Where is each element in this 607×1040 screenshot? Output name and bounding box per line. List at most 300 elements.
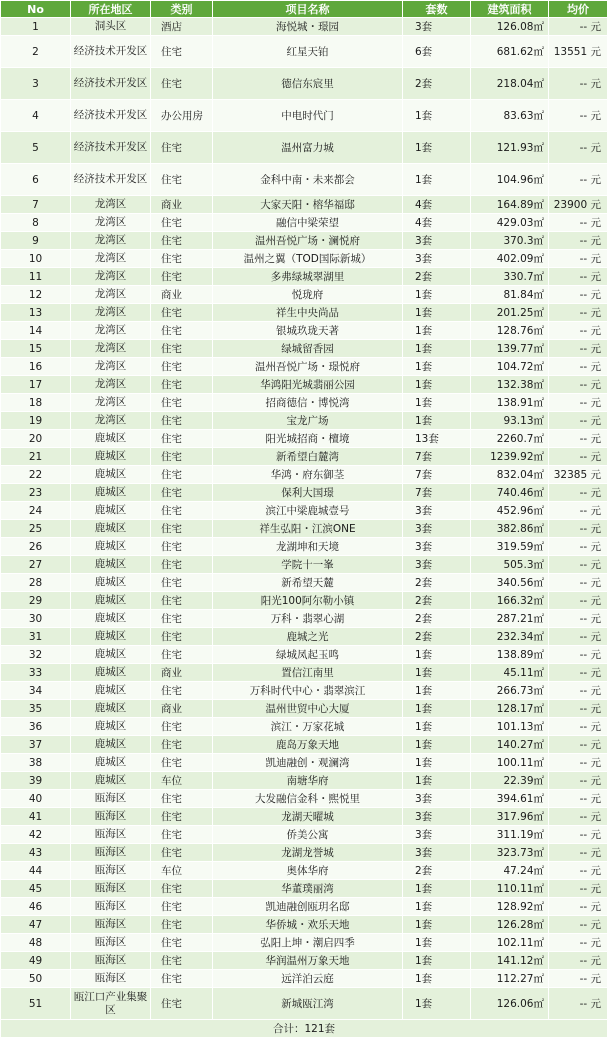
area-cell: 141.12㎡ — [471, 952, 549, 970]
price-cell: -- 元 — [549, 430, 607, 448]
project-name-cell: 滨江・万家花城 — [213, 718, 403, 736]
price-cell: -- 元 — [549, 916, 607, 934]
price-cell: -- 元 — [549, 700, 607, 718]
sets-cell: 3套 — [403, 826, 471, 844]
row-number: 39 — [1, 772, 71, 790]
project-name-cell: 招商德信・博悦湾 — [213, 394, 403, 412]
row-number: 51 — [1, 988, 71, 1020]
district-cell: 龙湾区 — [71, 304, 151, 322]
sets-cell: 2套 — [403, 610, 471, 628]
sets-cell: 2套 — [403, 862, 471, 880]
area-cell: 128.76㎡ — [471, 322, 549, 340]
row-number: 46 — [1, 898, 71, 916]
type-cell: 住宅 — [151, 250, 213, 268]
price-cell: -- 元 — [549, 952, 607, 970]
project-name-cell: 龙湖坤和天境 — [213, 538, 403, 556]
project-name-cell: 弘阳上坤・潮启四季 — [213, 934, 403, 952]
district-cell: 瓯海区 — [71, 826, 151, 844]
price-cell: -- 元 — [549, 754, 607, 772]
price-cell: -- 元 — [549, 520, 607, 538]
type-cell: 住宅 — [151, 916, 213, 934]
area-cell: 128.17㎡ — [471, 700, 549, 718]
row-number: 5 — [1, 132, 71, 164]
project-name-cell: 温州之翼（TOD国际新城） — [213, 250, 403, 268]
area-cell: 1239.92㎡ — [471, 448, 549, 466]
district-cell: 鹿城区 — [71, 682, 151, 700]
price-cell: -- 元 — [549, 574, 607, 592]
sets-cell: 3套 — [403, 250, 471, 268]
price-cell: -- 元 — [549, 628, 607, 646]
project-name-cell: 万科时代中心・翡翠滨江 — [213, 682, 403, 700]
project-name-cell: 绿城凤起玉鸣 — [213, 646, 403, 664]
price-cell: -- 元 — [549, 268, 607, 286]
table-row — [1, 736, 607, 754]
sets-cell: 1套 — [403, 880, 471, 898]
header-sets[interactable]: 套数 — [403, 1, 471, 18]
table-row — [1, 520, 607, 538]
type-cell: 住宅 — [151, 754, 213, 772]
project-name-cell: 华鸿阳光城翡丽公园 — [213, 376, 403, 394]
header-project-name[interactable]: 项目名称 — [213, 1, 403, 18]
district-cell: 龙湾区 — [71, 250, 151, 268]
price-cell: -- 元 — [549, 592, 607, 610]
area-cell: 218.04㎡ — [471, 68, 549, 100]
type-cell: 住宅 — [151, 232, 213, 250]
row-number: 42 — [1, 826, 71, 844]
row-number: 16 — [1, 358, 71, 376]
price-cell: 23900 元 — [549, 196, 607, 214]
type-cell: 住宅 — [151, 412, 213, 430]
price-cell: -- 元 — [549, 646, 607, 664]
row-number: 41 — [1, 808, 71, 826]
district-cell: 鹿城区 — [71, 772, 151, 790]
sets-cell: 7套 — [403, 484, 471, 502]
type-cell: 住宅 — [151, 556, 213, 574]
type-cell: 住宅 — [151, 826, 213, 844]
table-row — [1, 232, 607, 250]
type-cell: 住宅 — [151, 808, 213, 826]
area-cell: 382.86㎡ — [471, 520, 549, 538]
table-body — [1, 18, 607, 1020]
table-row — [1, 556, 607, 574]
area-cell: 394.61㎡ — [471, 790, 549, 808]
sets-cell: 3套 — [403, 790, 471, 808]
row-number: 28 — [1, 574, 71, 592]
area-cell: 128.92㎡ — [471, 898, 549, 916]
type-cell: 车位 — [151, 772, 213, 790]
district-cell: 鹿城区 — [71, 538, 151, 556]
row-number: 18 — [1, 394, 71, 412]
table-row — [1, 772, 607, 790]
district-cell: 鹿城区 — [71, 718, 151, 736]
district-cell: 龙湾区 — [71, 196, 151, 214]
area-cell: 287.21㎡ — [471, 610, 549, 628]
project-name-cell: 凯迪融创・观澜湾 — [213, 754, 403, 772]
price-cell: -- 元 — [549, 988, 607, 1020]
row-number: 27 — [1, 556, 71, 574]
type-cell: 住宅 — [151, 376, 213, 394]
sets-cell: 4套 — [403, 196, 471, 214]
district-cell: 经济技术开发区 — [71, 36, 151, 68]
district-cell: 经济技术开发区 — [71, 100, 151, 132]
row-number: 22 — [1, 466, 71, 484]
row-number: 21 — [1, 448, 71, 466]
type-cell: 商业 — [151, 286, 213, 304]
area-cell: 164.89㎡ — [471, 196, 549, 214]
area-cell: 452.96㎡ — [471, 502, 549, 520]
price-cell: -- 元 — [549, 790, 607, 808]
district-cell: 经济技术开发区 — [71, 68, 151, 100]
table-row — [1, 466, 607, 484]
project-name-cell: 学院十一峯 — [213, 556, 403, 574]
area-cell: 121.93㎡ — [471, 132, 549, 164]
project-name-cell: 银城玖珑天著 — [213, 322, 403, 340]
project-name-cell: 鹿岛万象天地 — [213, 736, 403, 754]
sets-cell: 1套 — [403, 664, 471, 682]
table-row — [1, 394, 607, 412]
table-row — [1, 790, 607, 808]
area-cell: 266.73㎡ — [471, 682, 549, 700]
type-cell: 住宅 — [151, 574, 213, 592]
district-cell: 龙湾区 — [71, 358, 151, 376]
price-cell: -- 元 — [549, 448, 607, 466]
area-cell: 740.46㎡ — [471, 484, 549, 502]
table-row — [1, 808, 607, 826]
price-cell: -- 元 — [549, 682, 607, 700]
type-cell: 住宅 — [151, 340, 213, 358]
district-cell: 鹿城区 — [71, 574, 151, 592]
price-cell: -- 元 — [549, 286, 607, 304]
type-cell: 住宅 — [151, 520, 213, 538]
table-row — [1, 664, 607, 682]
type-cell: 酒店 — [151, 18, 213, 36]
area-cell: 319.59㎡ — [471, 538, 549, 556]
table-row — [1, 286, 607, 304]
table-row — [1, 376, 607, 394]
project-name-cell: 德信东宸里 — [213, 68, 403, 100]
type-cell: 住宅 — [151, 214, 213, 232]
row-number: 44 — [1, 862, 71, 880]
row-number: 24 — [1, 502, 71, 520]
area-cell: 370.3㎡ — [471, 232, 549, 250]
sets-cell: 1套 — [403, 988, 471, 1020]
area-cell: 138.89㎡ — [471, 646, 549, 664]
type-cell: 住宅 — [151, 394, 213, 412]
district-cell: 鹿城区 — [71, 736, 151, 754]
project-name-cell: 凯迪融创瓯玥名邸 — [213, 898, 403, 916]
price-cell: -- 元 — [549, 322, 607, 340]
type-cell: 住宅 — [151, 952, 213, 970]
area-cell: 102.11㎡ — [471, 934, 549, 952]
row-number: 17 — [1, 376, 71, 394]
area-cell: 126.08㎡ — [471, 18, 549, 36]
table-row — [1, 100, 607, 132]
area-cell: 45.11㎡ — [471, 664, 549, 682]
price-cell: -- 元 — [549, 340, 607, 358]
row-number: 50 — [1, 970, 71, 988]
type-cell: 商业 — [151, 196, 213, 214]
sets-cell: 1套 — [403, 700, 471, 718]
row-number: 38 — [1, 754, 71, 772]
type-cell: 住宅 — [151, 844, 213, 862]
district-cell: 鹿城区 — [71, 466, 151, 484]
type-cell: 住宅 — [151, 646, 213, 664]
row-number: 7 — [1, 196, 71, 214]
area-cell: 110.11㎡ — [471, 880, 549, 898]
row-number: 1 — [1, 18, 71, 36]
sets-cell: 3套 — [403, 556, 471, 574]
sets-cell: 1套 — [403, 286, 471, 304]
project-name-cell: 南塘华府 — [213, 772, 403, 790]
district-cell: 龙湾区 — [71, 232, 151, 250]
project-name-cell: 大发融信金科・熙悦里 — [213, 790, 403, 808]
row-number: 20 — [1, 430, 71, 448]
district-cell: 鹿城区 — [71, 610, 151, 628]
sets-cell: 1套 — [403, 164, 471, 196]
project-name-cell: 祥生弘阳・江滨ONE — [213, 520, 403, 538]
district-cell: 鹿城区 — [71, 430, 151, 448]
district-cell: 鹿城区 — [71, 628, 151, 646]
sets-cell: 2套 — [403, 592, 471, 610]
area-cell: 505.3㎡ — [471, 556, 549, 574]
table-row — [1, 430, 607, 448]
price-cell: -- 元 — [549, 394, 607, 412]
sets-cell: 1套 — [403, 412, 471, 430]
row-number: 13 — [1, 304, 71, 322]
area-cell: 101.13㎡ — [471, 718, 549, 736]
table-row — [1, 412, 607, 430]
district-cell: 瓯海区 — [71, 934, 151, 952]
price-cell: -- 元 — [549, 826, 607, 844]
sets-cell: 1套 — [403, 100, 471, 132]
type-cell: 住宅 — [151, 988, 213, 1020]
sets-cell: 1套 — [403, 754, 471, 772]
sets-cell: 7套 — [403, 466, 471, 484]
table-row — [1, 682, 607, 700]
row-number: 29 — [1, 592, 71, 610]
sets-cell: 1套 — [403, 322, 471, 340]
project-name-cell: 大家天阳・榕华福邸 — [213, 196, 403, 214]
price-cell: -- 元 — [549, 862, 607, 880]
row-number: 30 — [1, 610, 71, 628]
area-cell: 429.03㎡ — [471, 214, 549, 232]
project-name-cell: 温州富力城 — [213, 132, 403, 164]
price-cell: -- 元 — [549, 502, 607, 520]
type-cell: 住宅 — [151, 628, 213, 646]
price-cell: -- 元 — [549, 934, 607, 952]
row-number: 33 — [1, 664, 71, 682]
district-cell: 鹿城区 — [71, 754, 151, 772]
type-cell: 住宅 — [151, 304, 213, 322]
sets-cell: 1套 — [403, 952, 471, 970]
price-cell: -- 元 — [549, 412, 607, 430]
district-cell: 瓯海区 — [71, 916, 151, 934]
type-cell: 住宅 — [151, 132, 213, 164]
area-cell: 139.77㎡ — [471, 340, 549, 358]
area-cell: 81.84㎡ — [471, 286, 549, 304]
district-cell: 瓯海区 — [71, 880, 151, 898]
table-row — [1, 880, 607, 898]
type-cell: 住宅 — [151, 322, 213, 340]
area-cell: 132.38㎡ — [471, 376, 549, 394]
table-row — [1, 448, 607, 466]
district-cell: 瓯海区 — [71, 898, 151, 916]
row-number: 43 — [1, 844, 71, 862]
sets-cell: 1套 — [403, 340, 471, 358]
district-cell: 龙湾区 — [71, 322, 151, 340]
price-cell: -- 元 — [549, 844, 607, 862]
table-row — [1, 574, 607, 592]
project-name-cell: 绿城留香园 — [213, 340, 403, 358]
district-cell: 龙湾区 — [71, 394, 151, 412]
area-cell: 317.96㎡ — [471, 808, 549, 826]
price-cell: 32385 元 — [549, 466, 607, 484]
price-cell: -- 元 — [549, 808, 607, 826]
row-number: 37 — [1, 736, 71, 754]
price-cell: -- 元 — [549, 376, 607, 394]
project-name-cell: 置信江南里 — [213, 664, 403, 682]
table-row — [1, 844, 607, 862]
type-cell: 住宅 — [151, 880, 213, 898]
sets-cell: 1套 — [403, 682, 471, 700]
district-cell: 龙湾区 — [71, 376, 151, 394]
table-row — [1, 18, 607, 36]
project-name-cell: 侨美公寓 — [213, 826, 403, 844]
table-row — [1, 862, 607, 880]
sets-cell: 1套 — [403, 304, 471, 322]
header-no[interactable]: No — [1, 1, 71, 18]
header-type[interactable]: 类别 — [151, 1, 213, 18]
price-cell: -- 元 — [549, 772, 607, 790]
price-cell: -- 元 — [549, 664, 607, 682]
area-cell: 138.91㎡ — [471, 394, 549, 412]
project-name-cell: 新希望天麓 — [213, 574, 403, 592]
area-cell: 83.63㎡ — [471, 100, 549, 132]
type-cell: 商业 — [151, 700, 213, 718]
price-cell: -- 元 — [549, 358, 607, 376]
table-row — [1, 610, 607, 628]
row-number: 6 — [1, 164, 71, 196]
area-cell: 323.73㎡ — [471, 844, 549, 862]
row-number: 31 — [1, 628, 71, 646]
area-cell: 166.32㎡ — [471, 592, 549, 610]
type-cell: 住宅 — [151, 970, 213, 988]
type-cell: 住宅 — [151, 164, 213, 196]
project-name-cell: 温州吾悦广场・澜悦府 — [213, 232, 403, 250]
district-cell: 龙湾区 — [71, 340, 151, 358]
table-row — [1, 628, 607, 646]
district-cell: 鹿城区 — [71, 520, 151, 538]
table-row — [1, 164, 607, 196]
table-row — [1, 538, 607, 556]
district-cell: 鹿城区 — [71, 484, 151, 502]
area-cell: 402.09㎡ — [471, 250, 549, 268]
area-cell: 340.56㎡ — [471, 574, 549, 592]
type-cell: 住宅 — [151, 934, 213, 952]
sets-cell: 3套 — [403, 232, 471, 250]
sets-cell: 1套 — [403, 736, 471, 754]
district-cell: 龙湾区 — [71, 268, 151, 286]
type-cell: 住宅 — [151, 682, 213, 700]
district-cell: 鹿城区 — [71, 700, 151, 718]
project-name-cell: 祥生中央尚品 — [213, 304, 403, 322]
table-row — [1, 268, 607, 286]
sets-cell: 4套 — [403, 214, 471, 232]
header-area[interactable]: 建筑面积 — [471, 1, 549, 18]
project-name-cell: 华鸿・府东御茎 — [213, 466, 403, 484]
header-price[interactable]: 均价 — [549, 1, 607, 18]
type-cell: 住宅 — [151, 538, 213, 556]
area-cell: 126.06㎡ — [471, 988, 549, 1020]
district-cell: 龙湾区 — [71, 214, 151, 232]
row-number: 23 — [1, 484, 71, 502]
project-name-cell: 金科中南・未来都会 — [213, 164, 403, 196]
area-cell: 126.28㎡ — [471, 916, 549, 934]
sets-cell: 2套 — [403, 574, 471, 592]
area-cell: 832.04㎡ — [471, 466, 549, 484]
table-row — [1, 484, 607, 502]
row-number: 32 — [1, 646, 71, 664]
price-cell: -- 元 — [549, 304, 607, 322]
price-cell: -- 元 — [549, 68, 607, 100]
sets-cell: 3套 — [403, 18, 471, 36]
type-cell: 办公用房 — [151, 100, 213, 132]
sets-cell: 6套 — [403, 36, 471, 68]
district-cell: 瓯海区 — [71, 952, 151, 970]
type-cell: 住宅 — [151, 36, 213, 68]
type-cell: 住宅 — [151, 358, 213, 376]
sets-cell: 1套 — [403, 376, 471, 394]
project-name-cell: 龙湖龙誉城 — [213, 844, 403, 862]
project-name-cell: 红星天铂 — [213, 36, 403, 68]
project-name-cell: 悦珑府 — [213, 286, 403, 304]
project-name-cell: 龙湖天曜城 — [213, 808, 403, 826]
table-row — [1, 700, 607, 718]
project-name-cell: 新城瓯江湾 — [213, 988, 403, 1020]
table-row — [1, 304, 607, 322]
sets-cell: 2套 — [403, 628, 471, 646]
sets-cell: 1套 — [403, 772, 471, 790]
area-cell: 47.24㎡ — [471, 862, 549, 880]
row-number: 19 — [1, 412, 71, 430]
table-row — [1, 214, 607, 232]
row-number: 45 — [1, 880, 71, 898]
row-number: 15 — [1, 340, 71, 358]
sets-cell: 3套 — [403, 844, 471, 862]
project-name-cell: 万科・翡翠心湖 — [213, 610, 403, 628]
type-cell: 住宅 — [151, 448, 213, 466]
project-name-cell: 融信中梁荣望 — [213, 214, 403, 232]
row-number: 34 — [1, 682, 71, 700]
project-name-cell: 华董璞丽湾 — [213, 880, 403, 898]
project-name-cell: 多弗绿城翠湖里 — [213, 268, 403, 286]
type-cell: 住宅 — [151, 592, 213, 610]
sets-cell: 3套 — [403, 502, 471, 520]
table-row — [1, 340, 607, 358]
type-cell: 住宅 — [151, 502, 213, 520]
header-district[interactable]: 所在地区 — [71, 1, 151, 18]
type-cell: 商业 — [151, 664, 213, 682]
row-number: 25 — [1, 520, 71, 538]
sets-cell: 3套 — [403, 808, 471, 826]
sets-cell: 1套 — [403, 916, 471, 934]
price-cell: -- 元 — [549, 18, 607, 36]
sets-cell: 1套 — [403, 898, 471, 916]
district-cell: 鹿城区 — [71, 556, 151, 574]
table-row — [1, 916, 607, 934]
row-number: 9 — [1, 232, 71, 250]
row-number: 12 — [1, 286, 71, 304]
